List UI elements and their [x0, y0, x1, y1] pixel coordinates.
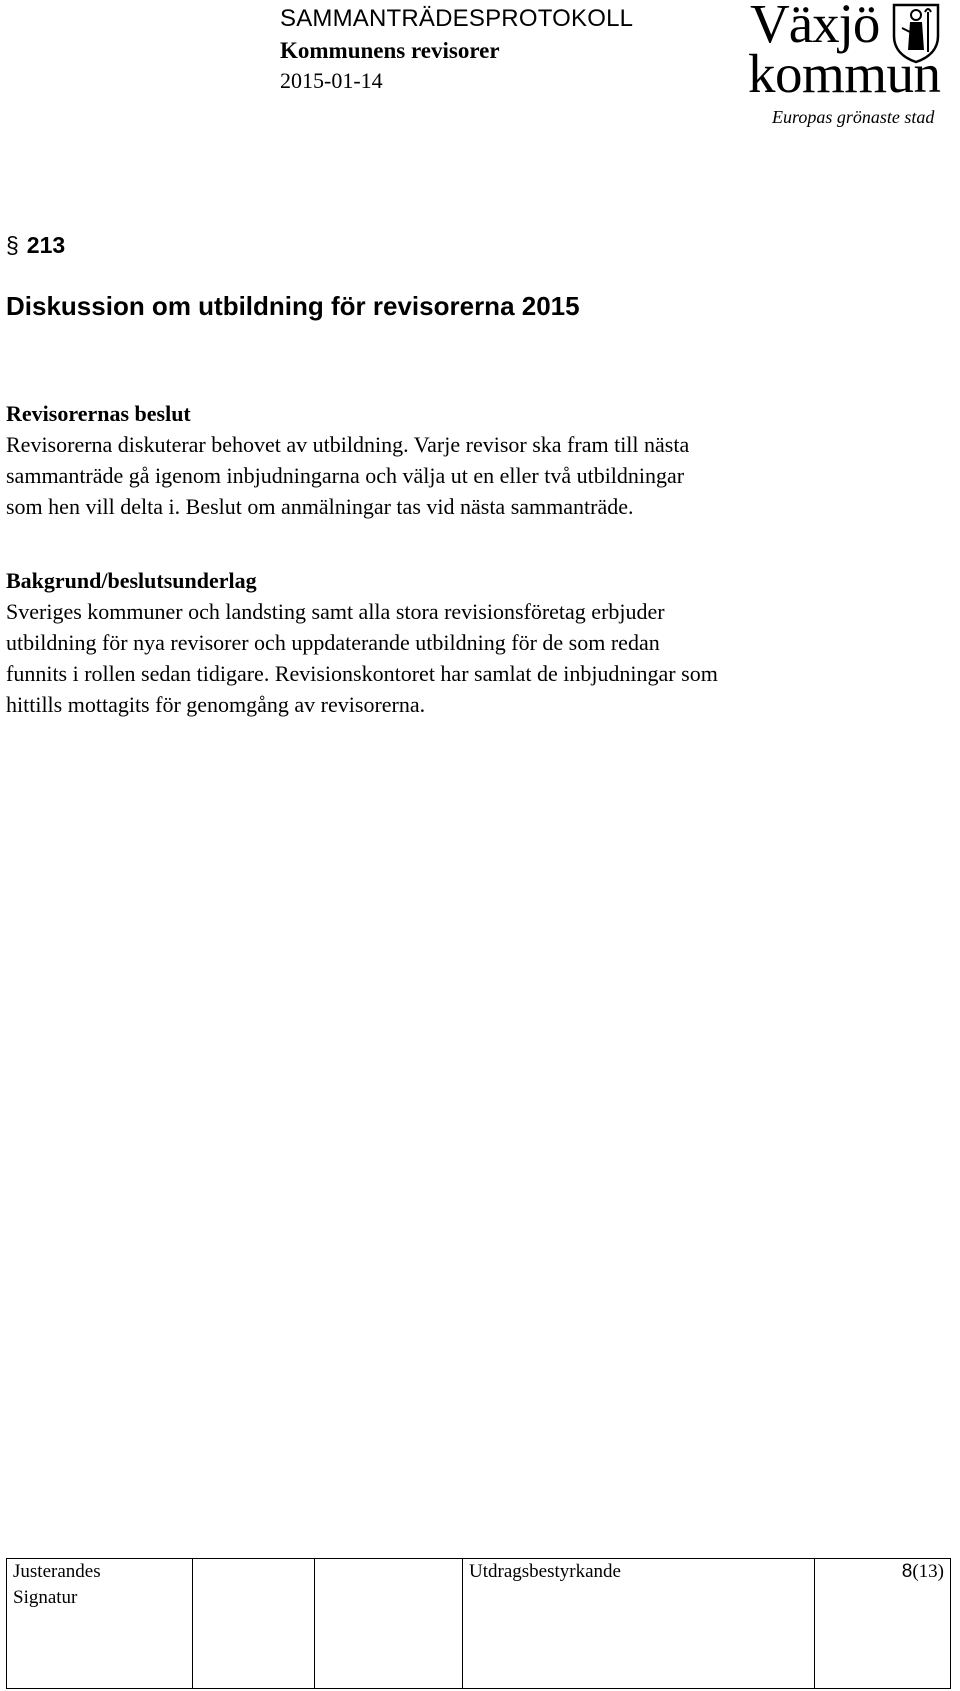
signature-box: [193, 1559, 315, 1689]
section-number: [6, 230, 65, 260]
paragraph-sign: §: [6, 232, 19, 258]
beslut-line: som hen vill delta i. Beslut om anmälningar tas vid nästa sammanträde.: [6, 494, 634, 519]
meeting-date: 2015-01-14: [280, 68, 383, 93]
bakgrund-heading: Bakgrund/beslutsunderlag: [6, 568, 257, 593]
bakgrund-line: hittills mottagits för genomgång av revisorerna.: [6, 692, 426, 717]
page-title: Diskussion om utbildning för revisorerna 2015: [6, 291, 580, 321]
signature-table: [6, 1558, 951, 1689]
justerandes-cell: [7, 1559, 193, 1689]
protocol-title: SAMMANTRÄDESPROTOKOLL: [280, 5, 634, 32]
logo-tagline: Europas grönaste stad: [772, 107, 935, 127]
page-current: 8: [901, 1561, 913, 1582]
beslut-line: sammanträde gå igenom inbjudningarna och välja ut en eller två utbildningar: [6, 463, 685, 488]
organization-name: Kommunens revisorer: [280, 38, 500, 63]
bakgrund-line: Sveriges kommuner och landsting samt alla stora revisionsföretag erbjuder: [6, 599, 665, 624]
bakgrund-line: utbildning för nya revisorer och uppdaterande utbildning för de som redan: [6, 630, 660, 655]
logo-name-line1: Växjö: [750, 0, 880, 54]
logo-name-line2: kommun: [748, 43, 941, 104]
page-number-cell: [815, 1559, 951, 1689]
utdragsbestyrkande-cell: [463, 1559, 815, 1689]
vaxjo-kommun-logo: [748, 0, 960, 130]
page-total: (13): [912, 1561, 944, 1582]
utdragsbestyrkande-label: Utdragsbestyrkande: [469, 1561, 621, 1582]
justerandes-label: Justerandes: [13, 1561, 101, 1582]
bakgrund-line: funnits i rollen sedan tidigare. Revisionskontoret har samlat de inbjudningar som: [6, 661, 718, 686]
beslut-line: Revisorerna diskuterar behovet av utbildning. Varje revisor ska fram till nästa: [6, 432, 690, 457]
section-number-value: 213: [26, 232, 66, 258]
signature-box: [315, 1559, 463, 1689]
signatur-label: Signatur: [13, 1587, 78, 1608]
beslut-heading: Revisorernas beslut: [6, 401, 191, 426]
